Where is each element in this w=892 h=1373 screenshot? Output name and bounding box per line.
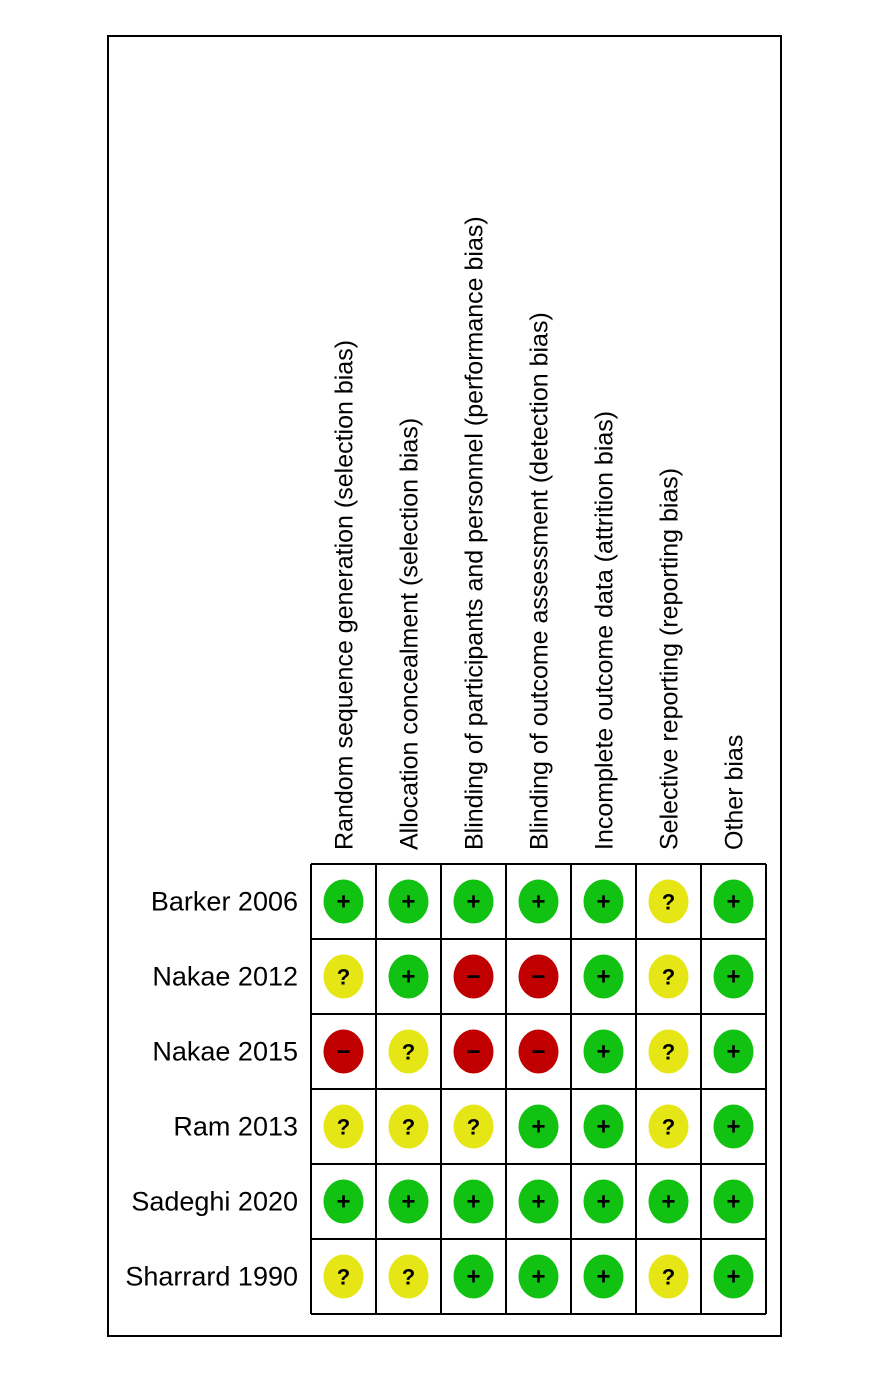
judgement-symbol: ? (336, 1264, 351, 1290)
judgement-symbol: ? (466, 1114, 481, 1140)
judgement-symbol: + (596, 1263, 611, 1291)
judgement-symbol: + (726, 888, 741, 916)
judgement-symbol: ? (401, 1114, 416, 1140)
judgement-symbol: + (596, 888, 611, 916)
judgement-symbol: − (466, 1038, 481, 1066)
column-label: Blinding of participants and personnel (performance bias) (460, 216, 489, 850)
judgement-low-marker (454, 1255, 494, 1299)
judgement-symbol: + (596, 963, 611, 991)
judgement-symbol: + (596, 1188, 611, 1216)
judgement-symbol: ? (336, 1114, 351, 1140)
judgement-symbol: + (401, 888, 416, 916)
judgement-symbol: + (726, 1263, 741, 1291)
judgement-symbol: − (466, 963, 481, 991)
judgement-low-marker (649, 1180, 689, 1224)
judgement-low-marker (714, 880, 754, 924)
judgement-high-marker (454, 1030, 494, 1074)
column-label: Blinding of outcome assessment (detection bias) (525, 312, 554, 850)
judgement-high-marker (454, 955, 494, 999)
study-label: Ram 2013 (173, 1111, 298, 1142)
judgement-symbol: + (401, 1188, 416, 1216)
judgement-unclear-marker (649, 1255, 689, 1299)
judgement-low-marker (714, 1105, 754, 1149)
judgement-low-marker (454, 880, 494, 924)
judgement-low-marker (519, 1180, 559, 1224)
judgement-symbol: + (336, 1188, 351, 1216)
judgement-symbol: + (726, 1038, 741, 1066)
judgement-symbol: + (466, 1188, 481, 1216)
judgement-symbol: ? (661, 964, 676, 990)
judgement-symbol: + (466, 888, 481, 916)
judgement-low-marker (324, 1180, 364, 1224)
judgement-symbol: + (531, 1113, 546, 1141)
judgement-low-marker (519, 1255, 559, 1299)
judgement-symbol: + (531, 1263, 546, 1291)
judgement-unclear-marker (324, 955, 364, 999)
judgement-symbol: − (531, 1038, 546, 1066)
judgement-symbol: − (336, 1038, 351, 1066)
judgement-symbol: + (726, 1113, 741, 1141)
judgement-unclear-marker (324, 1105, 364, 1149)
judgement-low-marker (389, 955, 429, 999)
judgement-symbol: + (596, 1113, 611, 1141)
judgement-low-marker (584, 1105, 624, 1149)
study-label: Sharrard 1990 (125, 1261, 298, 1292)
column-label: Incomplete outcome data (attrition bias) (590, 410, 619, 850)
judgement-symbol: ? (401, 1039, 416, 1065)
judgement-low-marker (389, 1180, 429, 1224)
judgement-low-marker (519, 1105, 559, 1149)
judgement-low-marker (584, 1255, 624, 1299)
judgement-symbol: + (336, 888, 351, 916)
judgement-symbol: + (466, 1263, 481, 1291)
study-label: Barker 2006 (150, 886, 298, 917)
judgement-unclear-marker (649, 1105, 689, 1149)
judgement-low-marker (714, 1030, 754, 1074)
judgement-symbol: ? (336, 964, 351, 990)
column-label: Selective reporting (reporting bias) (655, 467, 684, 850)
judgement-symbol: − (531, 963, 546, 991)
judgement-low-marker (454, 1180, 494, 1224)
judgement-unclear-marker (389, 1105, 429, 1149)
judgement-low-marker (324, 880, 364, 924)
judgement-symbol: ? (661, 1264, 676, 1290)
judgement-symbol: + (726, 1188, 741, 1216)
judgement-unclear-marker (324, 1255, 364, 1299)
judgement-low-marker (389, 880, 429, 924)
study-label: Sadeghi 2020 (131, 1186, 298, 1217)
judgement-symbol: + (596, 1038, 611, 1066)
judgement-symbol: ? (661, 1039, 676, 1065)
judgement-unclear-marker (649, 880, 689, 924)
judgement-low-marker (584, 1180, 624, 1224)
study-label: Nakae 2012 (152, 961, 298, 992)
column-label: Other bias (720, 734, 749, 850)
study-label: Nakae 2015 (152, 1036, 298, 1067)
judgement-low-marker (714, 1180, 754, 1224)
judgement-low-marker (584, 955, 624, 999)
judgement-symbol: + (531, 888, 546, 916)
judgement-low-marker (519, 880, 559, 924)
judgement-high-marker (519, 955, 559, 999)
judgement-unclear-marker (649, 1030, 689, 1074)
judgement-symbol: ? (661, 1114, 676, 1140)
judgement-symbol: + (401, 963, 416, 991)
judgement-symbol: + (726, 963, 741, 991)
judgement-symbol: ? (401, 1264, 416, 1290)
column-label: Random sequence generation (selection bias) (330, 339, 359, 850)
judgement-unclear-marker (389, 1255, 429, 1299)
judgement-low-marker (714, 955, 754, 999)
judgement-high-marker (519, 1030, 559, 1074)
judgement-unclear-marker (454, 1105, 494, 1149)
judgement-symbol: ? (661, 889, 676, 915)
judgement-low-marker (584, 1030, 624, 1074)
judgement-low-marker (584, 880, 624, 924)
judgement-high-marker (324, 1030, 364, 1074)
judgement-symbol: + (661, 1188, 676, 1216)
judgement-unclear-marker (389, 1030, 429, 1074)
judgement-symbol: + (531, 1188, 546, 1216)
column-label: Allocation concealment (selection bias) (395, 417, 424, 850)
judgement-low-marker (714, 1255, 754, 1299)
judgement-unclear-marker (649, 955, 689, 999)
